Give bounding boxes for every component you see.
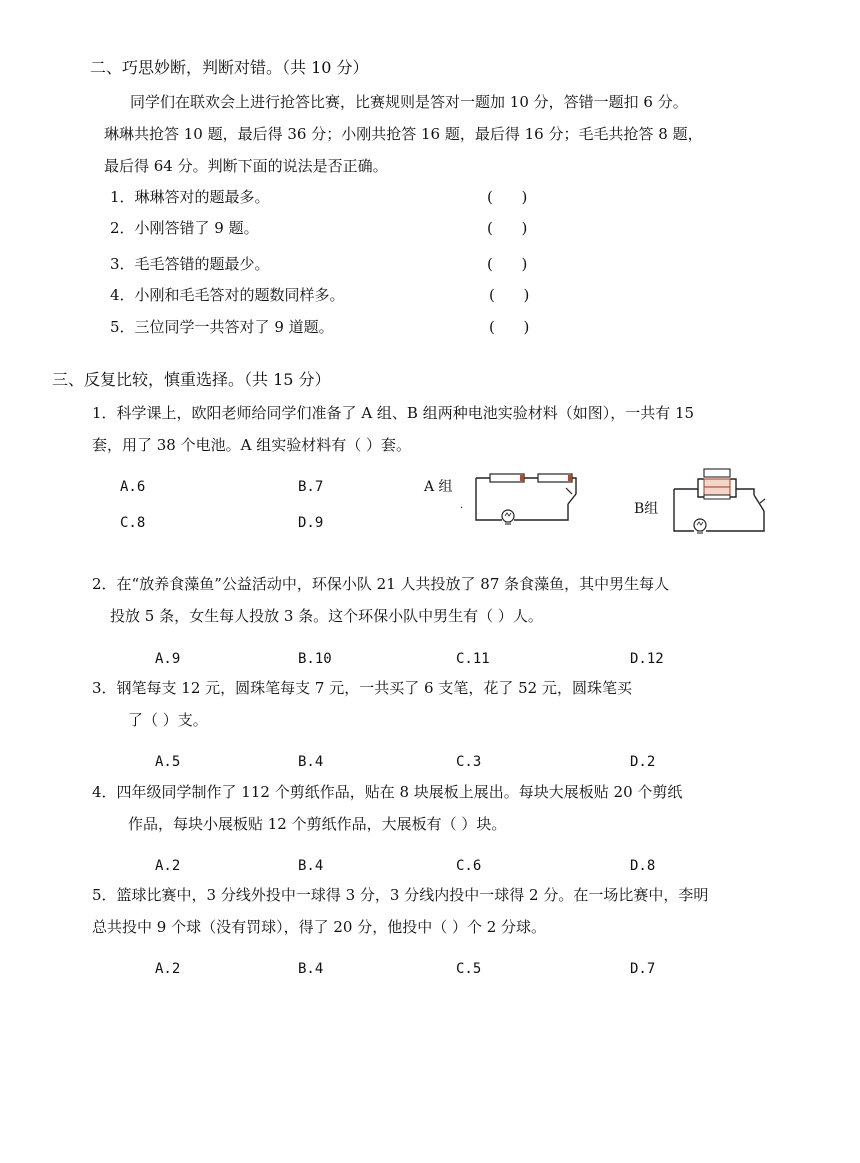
q5-option-a[interactable]: A.2 <box>155 961 181 977</box>
q2-line2: 投放 5 条，女生每人投放 3 条。这个环保小队中男生有（ ）人。 <box>110 607 543 625</box>
q2-line1: 2．在“放养食藻鱼”公益活动中，环保小队 21 人共投放了 87 条食藻鱼，其中男生每人 <box>92 575 670 593</box>
judge-blank-1[interactable]: ( ) <box>487 188 528 206</box>
q3-option-b[interactable]: B.4 <box>298 754 324 770</box>
battery-b2 <box>704 487 730 495</box>
judge-blank-3[interactable]: ( ) <box>487 255 528 273</box>
battery-a1 <box>490 474 524 482</box>
q5-option-c[interactable]: C.5 <box>456 961 482 977</box>
section2-intro-line1: 同学们在联欢会上进行抢答比赛，比赛规则是答对一题加 10 分，答错一题扣 6 分。 <box>130 93 688 111</box>
battery-a2 <box>538 474 572 482</box>
circuit-b-diagram <box>668 465 778 535</box>
q4-line2: 作品，每块小展板贴 12 个剪纸作品，大展板有（ ）块。 <box>128 815 507 833</box>
judge-blank-2[interactable]: ( ) <box>487 219 528 237</box>
q1-line2: 套，用了 38 个电池。A 组实验材料有（ ）套。 <box>92 436 411 454</box>
q1-option-d[interactable]: D.9 <box>298 515 324 531</box>
q2-option-a[interactable]: A.9 <box>155 651 181 667</box>
bulb-b-icon <box>694 519 706 531</box>
q1-option-a[interactable]: A.6 <box>120 479 146 495</box>
q2-option-c[interactable]: C.11 <box>456 651 490 667</box>
judge-item-3: 3．毛毛答错的题最少。 <box>110 255 270 273</box>
battery-b1 <box>704 479 730 487</box>
q4-option-b[interactable]: B.4 <box>298 858 324 874</box>
judge-item-1: 1．琳琳答对的题最多。 <box>110 188 270 206</box>
q4-option-c[interactable]: C.6 <box>456 858 482 874</box>
figure-b-label: B组 <box>634 501 659 517</box>
q1-option-c[interactable]: C.8 <box>120 515 146 531</box>
q5-option-d[interactable]: D.7 <box>630 961 656 977</box>
section2-heading: 二、巧思妙断，判断对错。（共 10 分） <box>90 58 369 77</box>
section2-intro-line2: 琳琳共抢答 10 题，最后得 36 分；小刚共抢答 16 题，最后得 16 分；毛毛共抢答 8 题， <box>104 125 703 143</box>
bulb-a-icon <box>502 510 514 522</box>
q1-option-b[interactable]: B.7 <box>298 479 324 495</box>
q1-line1: 1．科学课上，欧阳老师给同学们准备了 A 组、B 组两种电池实验材料（如图），一共有 15 <box>92 404 695 422</box>
judge-item-2: 2．小刚答错了 9 题。 <box>110 219 259 237</box>
figure-a-label: A 组 <box>424 479 453 495</box>
q5-option-b[interactable]: B.4 <box>298 961 324 977</box>
section2-intro-line3: 最后得 64 分。判断下面的说法是否正确。 <box>104 157 388 175</box>
judge-blank-5[interactable]: ( ) <box>489 318 530 336</box>
q2-option-d[interactable]: D.12 <box>630 651 664 667</box>
q5-line2: 总共投中 9 个球（没有罚球），得了 20 分，他投中（ ）个 2 分球。 <box>92 918 547 936</box>
q4-option-a[interactable]: A.2 <box>155 858 181 874</box>
judge-item-4: 4．小刚和毛毛答对的题数同样多。 <box>110 286 345 304</box>
judge-item-5: 5．三位同学一共答对了 9 道题。 <box>110 318 334 336</box>
q4-line1: 4．四年级同学制作了 112 个剪纸作品，贴在 8 块展板上展出。每块大展板贴 20 个剪纸 <box>92 783 683 801</box>
q3-option-d[interactable]: D.2 <box>630 754 656 770</box>
section3-heading: 三、反复比较，慎重选择。（共 15 分） <box>52 370 331 389</box>
q2-option-b[interactable]: B.10 <box>298 651 332 667</box>
judge-blank-4[interactable]: ( ) <box>489 286 530 304</box>
q3-option-c[interactable]: C.3 <box>456 754 482 770</box>
q3-option-a[interactable]: A.5 <box>155 754 181 770</box>
q3-line1: 3．钢笔每支 12 元，圆珠笔每支 7 元，一共买了 6 支笔，花了 52 元，圆珠笔买 <box>92 679 632 697</box>
q4-option-d[interactable]: D.8 <box>630 858 656 874</box>
circuit-a-diagram <box>468 468 578 528</box>
q3-line2: 了（ ）支。 <box>128 711 208 729</box>
q5-line1: 5．篮球比赛中，3 分线外投中一球得 3 分，3 分线内投中一球得 2 分。在一场比赛中，李明 <box>92 886 709 904</box>
